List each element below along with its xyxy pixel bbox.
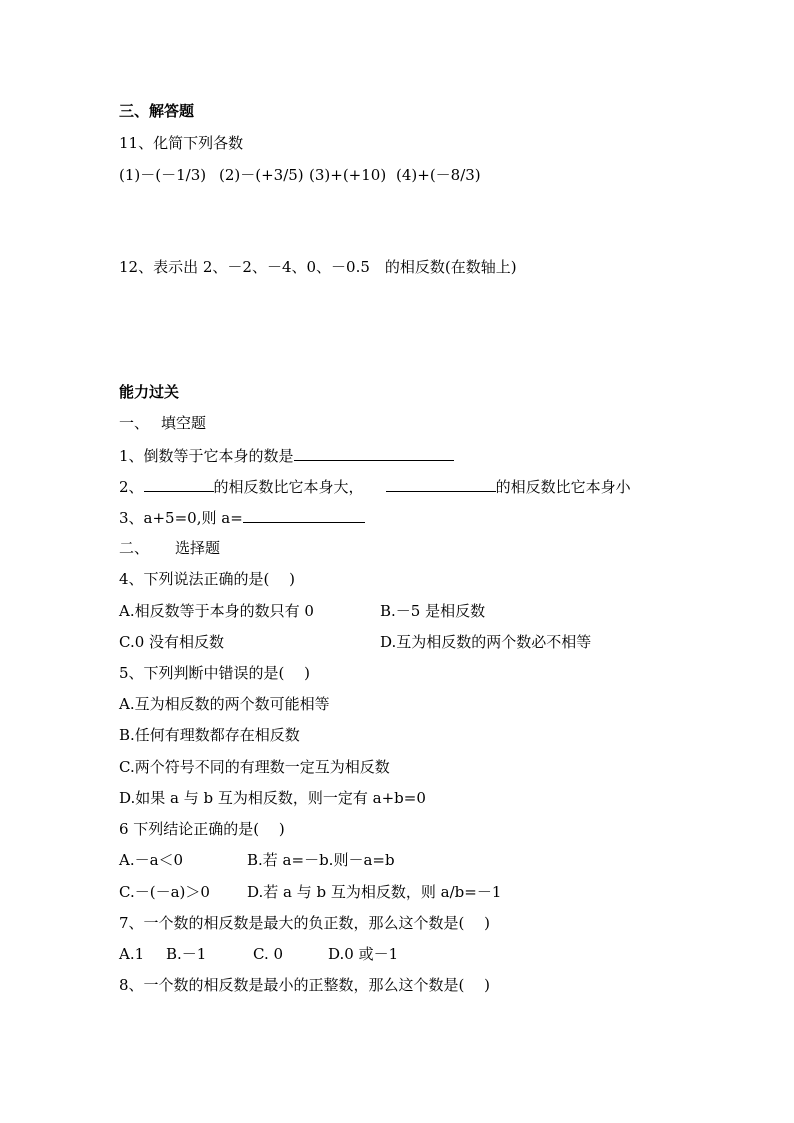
q7-option-d[interactable]: D.0 或－1 [328,945,399,963]
q7-option-a[interactable]: A.1 [119,945,145,963]
fill-blank-heading [119,413,207,433]
question-4-prompt: 4、下列说法正确的是( ) [119,570,296,588]
question-7-options [119,944,399,964]
q5-option-c[interactable]: C.两个符号不同的有理数一定互为相反数 [119,758,390,776]
q5-option-d[interactable]: D.如果 a 与 b 互为相反数，则一定有 a+b=0 [119,789,426,807]
question-7-prompt: 7、一个数的相反数是最大的负正数，那么这个数是( ) [119,914,491,932]
fill-blank-number: 一、 [119,414,150,432]
question-3-text: 3、a+5=0,则 a= [119,509,243,527]
answer-blank-1[interactable] [294,445,454,461]
question-11-prompt: 11、化简下列各数 [119,134,244,152]
q6-option-d[interactable]: D.若 a 与 b 互为相反数，则 a/b=－1 [247,883,502,901]
question-4-row-ab [119,601,486,621]
q7-option-b[interactable]: B.－1 [166,945,207,963]
choice-heading-label: 选择题 [175,539,221,557]
choice-heading-number: 二、 [119,539,150,557]
section-heading-ability: 能力过关 [119,383,180,401]
question-12-prompt: 12、表示出 2、－2、－4、0、－0.5 的相反数(在数轴上) [119,258,517,276]
q11-item-4: (4)+(－8/3) [396,166,481,184]
question-1 [119,445,454,466]
answer-blank-2a[interactable] [144,476,214,492]
q4-option-b[interactable]: B.－5 是相反数 [380,602,486,620]
q6-option-b[interactable]: B.若 a=－b.则－a=b [247,851,395,869]
q6-option-c[interactable]: C.－(－a)＞0 [119,883,210,901]
question-5-prompt: 5、下列判断中错误的是( ) [119,664,311,682]
question-2-end: 的相反数比它本身小 [495,478,631,496]
answer-blank-2b[interactable] [386,476,496,492]
q5-option-a[interactable]: A.互为相反数的两个数可能相等 [119,695,330,713]
q4-option-c[interactable]: C.0 没有相反数 [119,633,225,651]
question-2 [119,476,631,497]
question-2-number: 2、 [119,478,144,496]
q11-item-2: (2)－(+3/5) [219,166,304,184]
q11-item-1: (1)－(－1/3) [119,166,207,184]
answer-blank-3[interactable] [243,507,365,523]
question-6-row-cd [119,882,502,902]
question-1-text: 1、倒数等于它本身的数是 [119,447,294,465]
q6-option-a[interactable]: A.－a＜0 [119,851,184,869]
question-2-mid: 的相反数比它本身大， [213,478,364,496]
question-11-items [119,165,481,185]
q7-option-c[interactable]: C. 0 [253,945,284,963]
q4-option-d[interactable]: D.互为相反数的两个数必不相等 [380,633,592,651]
question-4-row-cd [119,632,592,652]
choice-heading [119,538,221,558]
question-3 [119,507,365,528]
question-8-prompt: 8、一个数的相反数是最小的正整数，那么这个数是( ) [119,976,491,994]
section-heading-solve: 三、解答题 [119,102,195,120]
fill-blank-label: 填空题 [161,414,207,432]
q5-option-b[interactable]: B.任何有理数都存在相反数 [119,726,300,744]
question-6-row-ab [119,850,395,870]
question-6-prompt: 6 下列结论正确的是( ) [119,820,285,838]
q4-option-a[interactable]: A.相反数等于本身的数只有 0 [119,602,314,620]
q11-item-3: (3)+(+10) [309,166,387,184]
